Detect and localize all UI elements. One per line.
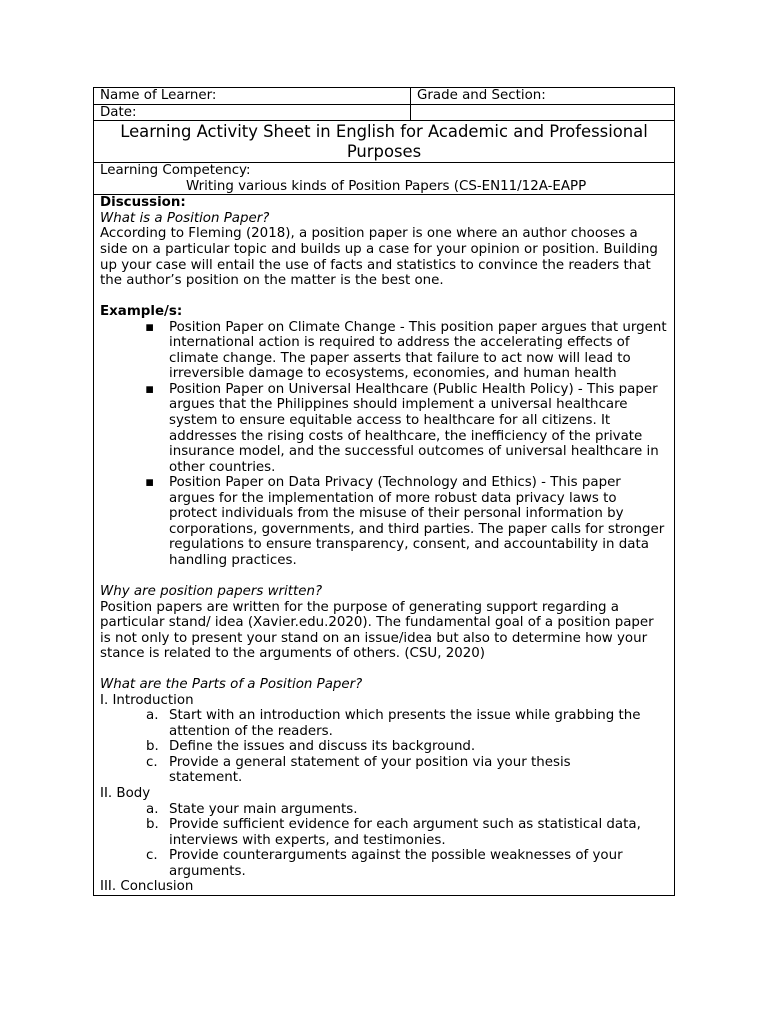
discussion-heading: Discussion: [100,195,186,211]
list-item [100,802,668,818]
spacer [100,289,668,305]
purpose-paragraph: Position papers are written for the purpose of generating support regarding a particular stand/ idea (Xavier.edu.2020). The fundamental goal of a position paper is not only to present your stand on an issue/idea but also to determine how your stance is related to the arguments of others. (CSU, 2020) [100,599,654,662]
list-item-text: Provide a general statement of your position via your thesis statement. [169,754,571,786]
name-of-learner-field[interactable]: Name of Learner: [94,88,411,104]
list-marker: a. [146,708,159,724]
body-list [100,802,668,880]
conclusion-label: III. Conclusion [100,879,194,895]
definition-paragraph: According to Fleming (2018), a position paper is one where an author chooses a side on a particular topic and builds up a case for your opinion or position. Building up your case will entail the use of facts and statistics to convince the readers that the author’s position on the matter is the best one. [100,226,658,289]
list-item [100,475,668,568]
grade-and-section-field[interactable]: Grade and Section: [417,88,546,103]
question-what-is: What is a Position Paper? [100,210,270,226]
examples-heading: Example/s: [100,304,183,320]
list-item-continuation: attention of the readers. [169,723,333,739]
list-item [100,382,668,475]
list-item [100,755,668,786]
learning-activity-sheet [93,87,675,896]
list-item-text: Define the issues and discuss its background. [169,739,476,755]
list-marker: c. [146,848,158,864]
spacer [100,568,668,584]
list-marker: b. [146,739,159,755]
example-text: Position Paper on Data Privacy (Technology and Ethics) - This paper argues for the implementation of more robust data privacy laws to protect individuals from the misuse of their personal information by corporations, governments, and third parties. The paper calls for stronger regulations to ensure transparency, consent, and accountability in data handling practices. [169,475,665,568]
list-item [100,848,668,879]
date-row [94,105,674,122]
bullet-square-icon: ▪ [145,319,155,335]
list-marker: b. [146,817,159,833]
list-marker: c. [146,754,158,770]
sheet-title: Learning Activity Sheet in English for Academic and Professional Purposes [120,122,648,162]
question-why-written: Why are position papers written? [100,583,323,599]
list-item-text: Start with an introduction which presents the issue while grabbing the [169,708,641,724]
introduction-label: I. Introduction [100,692,194,708]
discussion-section [94,195,674,894]
example-text: Position Paper on Universal Healthcare (Public Health Policy) - This paper argues that the Philippines should implement a universal healthcare system to ensure equitable access to healthcare for all citizens. It addresses the rising costs of healthcare, the inefficiency of the private insurance model, and the successful outcomes of universal healthcare in other countries. [169,381,659,475]
date-row-empty-cell [411,105,674,121]
examples-list [100,320,668,569]
list-marker: a. [146,801,159,817]
date-field[interactable]: Date: [94,105,411,121]
list-item-text: Provide sufficient evidence for each argument such as statistical data, interviews with experts, and testimonies. [169,817,641,848]
title-row [94,121,674,163]
question-parts: What are the Parts of a Position Paper? [100,677,363,693]
bullet-square-icon: ▪ [145,475,155,491]
introduction-list [100,708,668,786]
competency-row [94,163,674,195]
competency-text: Writing various kinds of Position Papers (CS-EN11/12A-EAPP [186,178,587,194]
bullet-square-icon: ▪ [145,381,155,397]
list-item [100,708,668,739]
spacer [100,662,668,678]
body-label: II. Body [100,786,151,802]
competency-label: Learning Competency: [100,163,251,179]
list-item-text: Provide counterarguments against the possible weaknesses of your arguments. [169,848,623,879]
list-item-text: State your main arguments. [169,801,358,817]
list-item [100,320,668,382]
list-item [100,739,668,755]
example-text: Position Paper on Climate Change - This position paper argues that urgent international action is required to address the accelerating effects of climate change. The paper asserts that failure to act now will lead to irreversible damage to ecosystems, economies, and human health [169,319,667,382]
list-item [100,817,668,848]
learner-info-row [94,88,674,105]
